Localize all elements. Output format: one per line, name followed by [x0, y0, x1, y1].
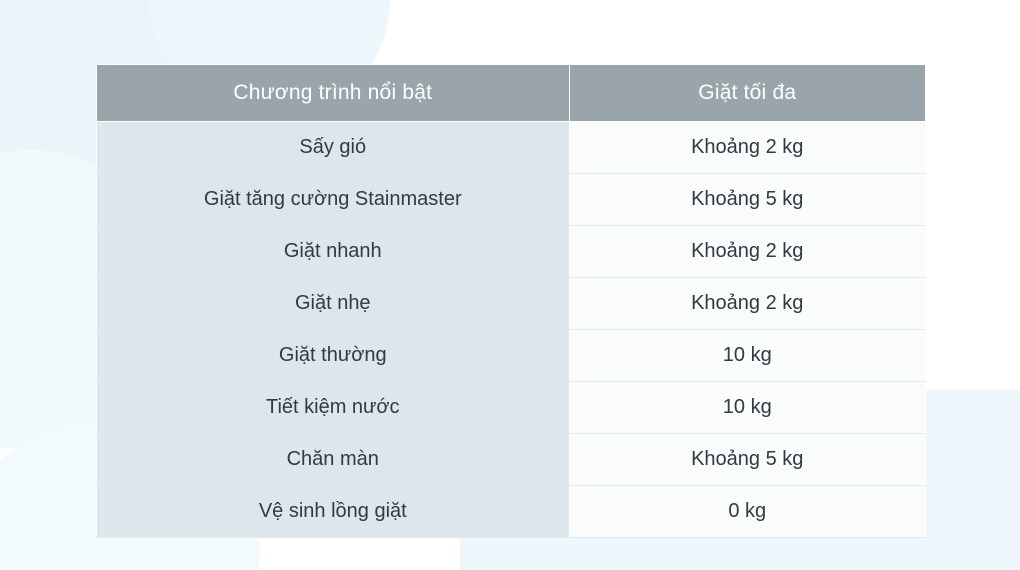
table-row [97, 434, 926, 486]
cell-program-name: Giặt thường [97, 330, 570, 382]
table-row [97, 382, 926, 434]
table-row [97, 278, 926, 330]
table-row [97, 122, 926, 174]
header-program-name: Chương trình nổi bật [97, 65, 570, 122]
cell-max-load: Khoảng 5 kg [569, 434, 925, 486]
table-header-row [97, 65, 926, 122]
table-row [97, 486, 926, 538]
cell-max-load: Khoảng 5 kg [569, 174, 925, 226]
cell-max-load: Khoảng 2 kg [569, 226, 925, 278]
table-row [97, 174, 926, 226]
cell-program-name: Chăn màn [97, 434, 570, 486]
table-body [97, 122, 926, 538]
spec-table-container [96, 64, 926, 538]
cell-max-load: Khoảng 2 kg [569, 278, 925, 330]
table-row [97, 226, 926, 278]
cell-max-load: 10 kg [569, 330, 925, 382]
cell-max-load: 0 kg [569, 486, 925, 538]
header-max-load: Giặt tối đa [569, 65, 925, 122]
cell-program-name: Sấy gió [97, 122, 570, 174]
cell-program-name: Tiết kiệm nước [97, 382, 570, 434]
table-header [97, 65, 926, 122]
washing-program-table [96, 64, 926, 538]
cell-program-name: Giặt nhanh [97, 226, 570, 278]
table-row [97, 330, 926, 382]
cell-program-name: Vệ sinh lồng giặt [97, 486, 570, 538]
cell-program-name: Giặt nhẹ [97, 278, 570, 330]
cell-max-load: 10 kg [569, 382, 925, 434]
cell-program-name: Giặt tăng cường Stainmaster [97, 174, 570, 226]
cell-max-load: Khoảng 2 kg [569, 122, 925, 174]
